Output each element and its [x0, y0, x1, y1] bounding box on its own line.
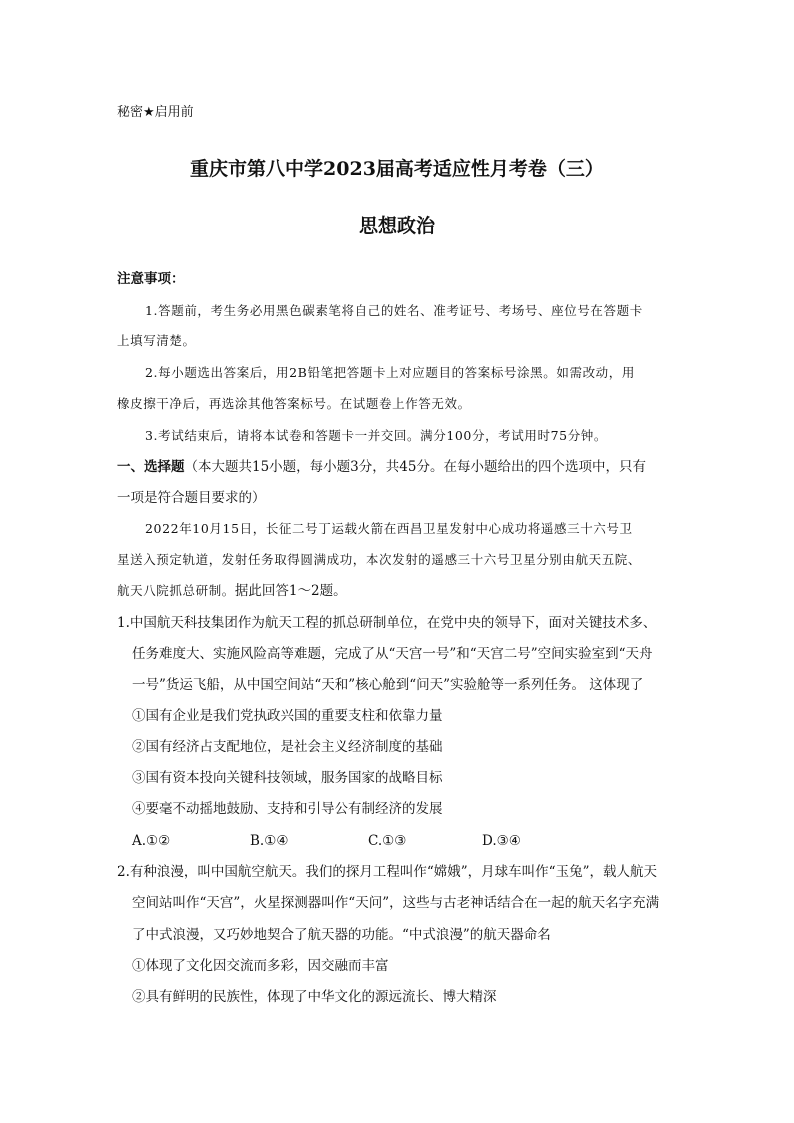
q1-stem-line-1: 1.中国航天科技集团作为航天工程的抓总研制单位，在党中央的领导下，面对关键技术多、 [117, 615, 657, 631]
q1-statement-3: ③国有资本投向关键科技领域，服务国家的战略目标 [132, 770, 443, 786]
q2-statement-2: ②具有鲜明的民族性，体现了中华文化的源远流长、博大精深 [132, 989, 497, 1005]
secret-label: 秘密★启用前 [117, 105, 194, 120]
subject-title: 思想政治 [358, 215, 435, 237]
q2-stem-line-2: 空间站叫作“天宫”，火星探测器叫作“天问”，这些与古老神话结合在一起的航天名字充满 [132, 895, 660, 911]
section-heading-line-2: 一项是符合题目要求的） [117, 490, 266, 506]
q2-stem-line-1: 2.有种浪漫，叫中国航空航天。我们的探月工程叫作“嫦娥”，月球车叫作“玉兔”，载人航天 [117, 864, 657, 880]
notice-heading: 注意事项： [117, 271, 185, 287]
q1-option-d: D.③④ [482, 833, 521, 849]
material-line-3 [117, 582, 347, 600]
material-line-3-b: 据此回答1～2题。 [234, 583, 347, 599]
q1-statement-4: ④要毫不动摇地鼓励、支持和引导公有制经济的发展 [132, 801, 443, 817]
q2-statement-1: ①体现了文化因交流而多彩，因交融而丰富 [132, 958, 389, 974]
material-line-2: 星送入预定轨道，发射任务取得圆满成功，本次发射的遥感三十六号卫星分别由航天五院、 [117, 552, 642, 567]
section-heading-text: （本大题共15小题，每小题3分，共45分。在每小题给出的四个选项中，只有 [184, 459, 646, 475]
notice-item-2-line-1: 2.每小题选出答案后，用2B铅笔把答题卡上对应题目的答案标号涂黑。如需改动，用 [145, 365, 635, 380]
section-heading [117, 458, 646, 476]
material-line-3-a: 航天八院抓总研制。 [117, 583, 235, 598]
q1-option-a: A.①② [132, 833, 171, 849]
notice-item-2-line-2: 橡皮擦干净后，再选涂其他答案标号。在试题卷上作答无效。 [117, 396, 471, 411]
q1-statement-1: ①国有企业是我们党执政兴国的重要支柱和依靠力量 [132, 708, 443, 724]
q1-stem-line-3: 一号”货运飞船，从中国空间站“天和”核心舱到“问天”实验舱等一系列任务。 这体现了 [132, 677, 644, 693]
exam-title: 重庆市第八中学2023届高考适应性月考卷（三） [190, 158, 604, 180]
notice-item-1-line-2: 上填写清楚。 [117, 333, 196, 348]
q1-statement-2: ②国有经济占支配地位，是社会主义经济制度的基础 [132, 739, 443, 755]
notice-item-3-line-1: 3.考试结束后，请将本试卷和答题卡一并交回。满分100分，考试用时75分钟。 [145, 428, 607, 443]
q2-stem-line-3: 了中式浪漫，又巧妙地契合了航天器的功能。“中式浪漫”的航天器命名 [132, 927, 551, 943]
q1-option-c: C.①③ [368, 833, 407, 849]
notice-item-1-line-1: 1.答题前，考生务必用黑色碳素笔将自己的姓名、准考证号、考场号、座位号在答题卡 [145, 303, 643, 318]
section-heading-label: 一、选择题 [117, 459, 185, 475]
material-line-1: 2022年10月15日，长征二号丁运载火箭在西昌卫星发射中心成功将遥感三十六号卫 [145, 521, 633, 536]
q1-option-b: B.①④ [250, 833, 289, 849]
q1-stem-line-2: 任务难度大、实施风险高等难题，完成了从“天宫一号”和“天宫二号”空间实验室到“天舟 [132, 646, 653, 662]
